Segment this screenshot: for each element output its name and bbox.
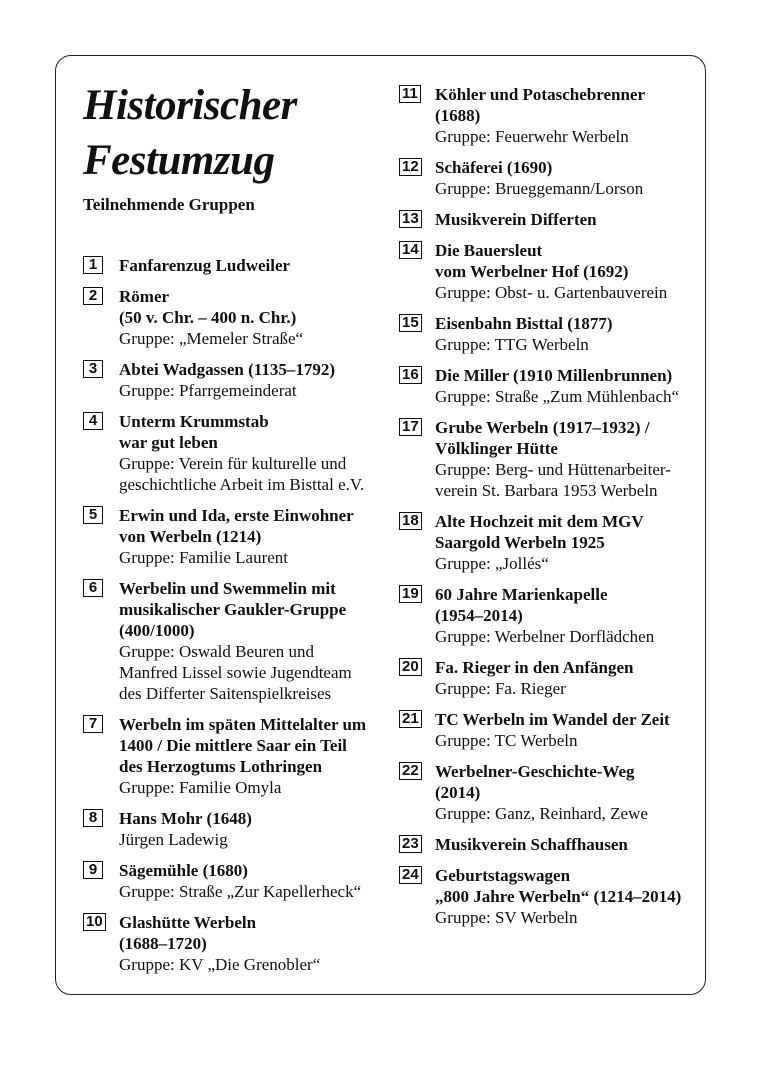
item-group: Gruppe: Straße „Zur Kapellerheck“ [119,882,362,901]
title-line-2: Festumzug [83,137,275,184]
item-group: Gruppe: Brueggemann/Lorson [435,179,644,198]
list-item [83,255,383,276]
item-group: Gruppe: Obst- u. Gartenbauverein [435,283,668,302]
item-group: Gruppe: Verein für kulturelle und geschichtliche Arbeit im Bisttal e.V. [119,454,365,494]
item-title: Erwin und Ida, erste Einwohner von Werbeln (1214) [119,506,354,546]
item-group: Gruppe: Familie Omyla [119,778,282,797]
list-item [399,209,699,230]
item-group: Gruppe: „Memeler Straße“ [119,329,304,348]
item-title: Glashütte Werbeln (1688–1720) [119,913,257,953]
item-title: Fanfarenzug Ludweiler [119,256,291,275]
item-title: Köhler und Potaschebrenner (1688) [435,85,645,125]
item-number-box: 13 [399,210,422,228]
item-number-box: 9 [83,861,103,879]
item-number-box: 20 [399,658,422,676]
item-number-box: 23 [399,835,422,853]
item-group: Gruppe: TTG Werbeln [435,335,589,354]
list-item [399,365,699,407]
list-item [83,411,383,495]
list-item [399,761,699,824]
item-title: Grube Werbeln (1917–1932) / Völklinger Hütte [435,418,650,458]
item-title: Werbeln im späten Mittelalter um 1400 / Die mittlere Saar ein Teil des Herzogtums Lothringen [119,715,367,776]
page-title [83,78,383,188]
list-item [399,84,699,147]
item-number-box: 18 [399,512,422,530]
item-title: Werbelin und Swemmelin mit musikalischer Gaukler-Gruppe (400/1000) [119,579,347,640]
item-group: Gruppe: KV „Die Grenobler“ [119,955,321,974]
subtitle: Teilnehmende Gruppen [83,195,255,214]
item-group: Gruppe: „Jollés“ [435,554,549,573]
item-number-box: 15 [399,314,422,332]
right-column [399,84,699,938]
item-group: Gruppe: Oswald Beuren und Manfred Lissel sowie Jugendteam des Differter Saitenspielkreises [119,642,352,703]
item-number-box: 17 [399,418,422,436]
item-title: Werbelner-Geschichte-Weg (2014) [435,762,635,802]
item-group: Gruppe: Ganz, Reinhard, Zewe [435,804,648,823]
item-number-box: 7 [83,715,103,733]
item-title: Römer (50 v. Chr. – 400 n. Chr.) [119,287,297,327]
list-item [399,157,699,199]
title-line-1: Historischer [83,82,297,129]
list-item [399,511,699,574]
list-item [83,714,383,798]
item-title: 60 Jahre Marienkapelle (1954–2014) [435,585,608,625]
item-title: Die Miller (1910 Millenbrunnen) [435,366,673,385]
item-number-box: 22 [399,762,422,780]
item-number-box: 12 [399,158,422,176]
item-title: Unterm Krummstab war gut leben [119,412,269,452]
item-title: Abtei Wadgassen (1135–1792) [119,360,335,379]
list-item [83,860,383,902]
left-column [83,78,383,985]
list-item [83,808,383,850]
item-number-box: 11 [399,85,421,103]
item-number-box: 16 [399,366,422,384]
item-title: Musikverein Differten [435,210,597,229]
item-number-box: 19 [399,585,422,603]
item-group: Gruppe: Familie Laurent [119,548,289,567]
item-group: Gruppe: SV Werbeln [435,908,578,927]
item-number-box: 5 [83,506,103,524]
item-title: Musikverein Schaffhausen [435,835,628,854]
item-group: Gruppe: TC Werbeln [435,731,578,750]
item-group: Gruppe: Fa. Rieger [435,679,566,698]
list-item [83,578,383,704]
item-title: Fa. Rieger in den Anfängen [435,658,634,677]
item-number-box: 6 [83,579,103,597]
list-item [399,240,699,303]
list-item [83,359,383,401]
item-number-box: 10 [83,913,106,931]
list-item [399,417,699,501]
item-group: Gruppe: Feuerwehr Werbeln [435,127,629,146]
item-title: TC Werbeln im Wandel der Zeit [435,710,670,729]
item-number-box: 8 [83,809,103,827]
group-list-right [399,84,699,928]
item-title: Schäferei (1690) [435,158,553,177]
item-title: Die Bauersleut vom Werbelner Hof (1692) [435,241,629,281]
list-item [83,505,383,568]
item-group: Gruppe: Straße „Zum Mühlenbach“ [435,387,680,406]
item-title: Alte Hochzeit mit dem MGV Saargold Werbeln 1925 [435,512,644,552]
item-number-box: 4 [83,412,103,430]
item-title: Geburtstagswagen „800 Jahre Werbeln“ (1214–2014) [435,866,682,906]
item-number-box: 1 [83,256,103,274]
list-item [399,865,699,928]
item-title: Eisenbahn Bisttal (1877) [435,314,613,333]
item-number-box: 2 [83,287,103,305]
list-item [83,912,383,975]
item-group: Gruppe: Berg- und Hüttenarbeiter- verein St. Barbara 1953 Werbeln [435,460,671,500]
group-list-left [83,255,383,975]
list-item [399,834,699,855]
item-group: Gruppe: Werbelner Dorflädchen [435,627,655,646]
item-number-box: 14 [399,241,422,259]
list-item [399,709,699,751]
list-item [399,313,699,355]
item-number-box: 24 [399,866,422,884]
list-item [399,584,699,647]
item-title: Hans Mohr (1648) [119,809,252,828]
list-item [399,657,699,699]
item-number-box: 21 [399,710,422,728]
list-item [83,286,383,349]
item-number-box: 3 [83,360,103,378]
program-frame [55,55,706,995]
item-title: Sägemühle (1680) [119,861,248,880]
item-group: Gruppe: Pfarrgemeinderat [119,381,297,400]
item-group: Jürgen Ladewig [119,830,228,849]
